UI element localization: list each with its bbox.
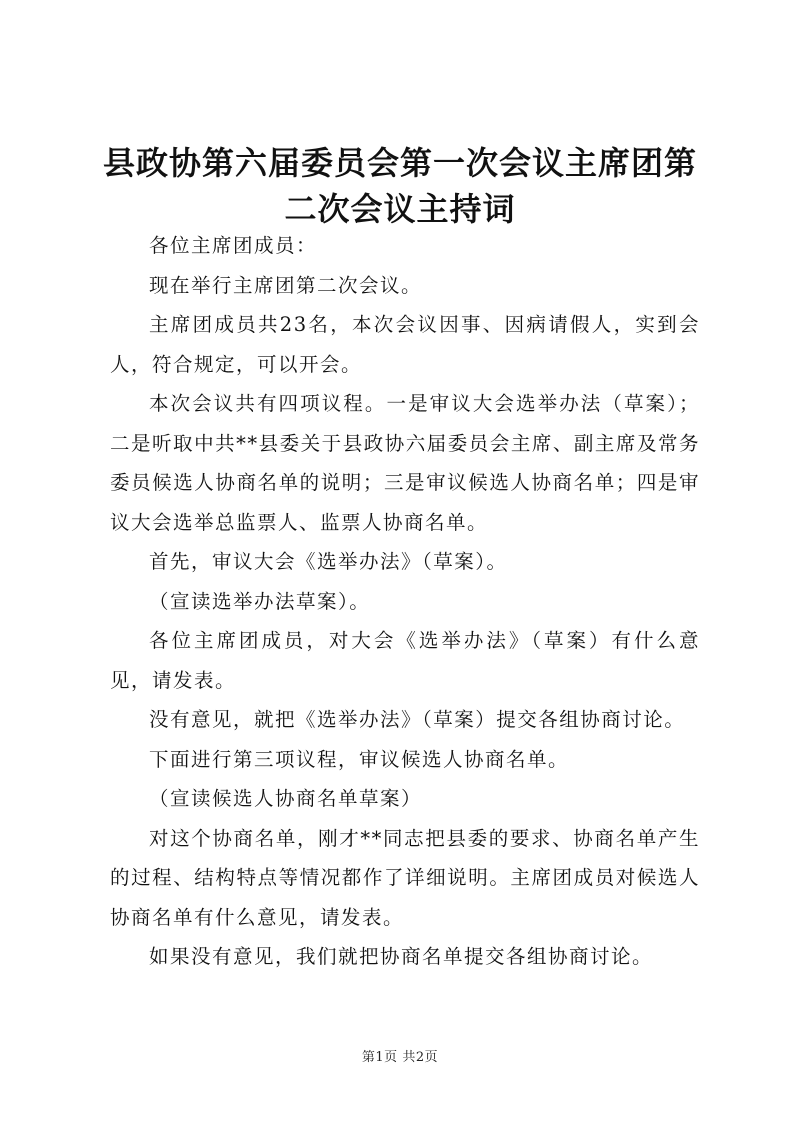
paragraph-greeting: 各位主席团成员： (149, 234, 318, 257)
paragraph-submit-rules: 没有意见，就把《选举办法》（草案）提交各组协商讨论。 (149, 708, 686, 731)
page-number: 第1页 (361, 1050, 398, 1065)
paragraph-agenda: 本次会议共有四项议程。一是审议大会选举办法（草案）；二是听取中共**县委关于县政协六届委员会主席、副主席及常务委员候选人协商名单的说明；三是审议候选人协商名单；四是审议大会选举总监票人、监票人协商名单。 (110, 392, 700, 534)
paragraph-review-rules: 首先，审议大会《选举办法》（草案）。 (149, 550, 508, 573)
page-footer (0, 1046, 800, 1065)
document-title: 县政协第六届委员会第一次会议主席团第二次会议主持词 (102, 144, 697, 228)
paragraph-candidates-explanation: 对这个协商名单，刚才**同志把县委的要求、协商名单产生的过程、结构特点等情况都作了详细说明。主席团成员对候选人协商名单有什么意见，请发表。 (110, 826, 700, 929)
paragraph-submit-candidates: 如果没有意见，我们就把协商名单提交各组协商讨论。 (149, 945, 654, 968)
paragraph-rules-opinions: 各位主席团成员，对大会《选举办法》（草案）有什么意见，请发表。 (110, 629, 700, 692)
paragraph-read-rules: （宣读选举办法草案）。 (149, 589, 371, 613)
paragraph-third-agenda: 下面进行第三项议程，审议候选人协商名单。 (149, 747, 570, 771)
paragraph-opening: 现在举行主席团第二次会议。 (149, 273, 423, 297)
paragraph-read-candidates: （宣读候选人协商名单草案） (149, 787, 423, 810)
page-total: 共2页 (402, 1050, 439, 1065)
document-body (110, 226, 700, 977)
paragraph-attendance: 主席团成员共23名，本次会议因事、因病请假人，实到会人，符合规定，可以开会。 (110, 313, 700, 376)
